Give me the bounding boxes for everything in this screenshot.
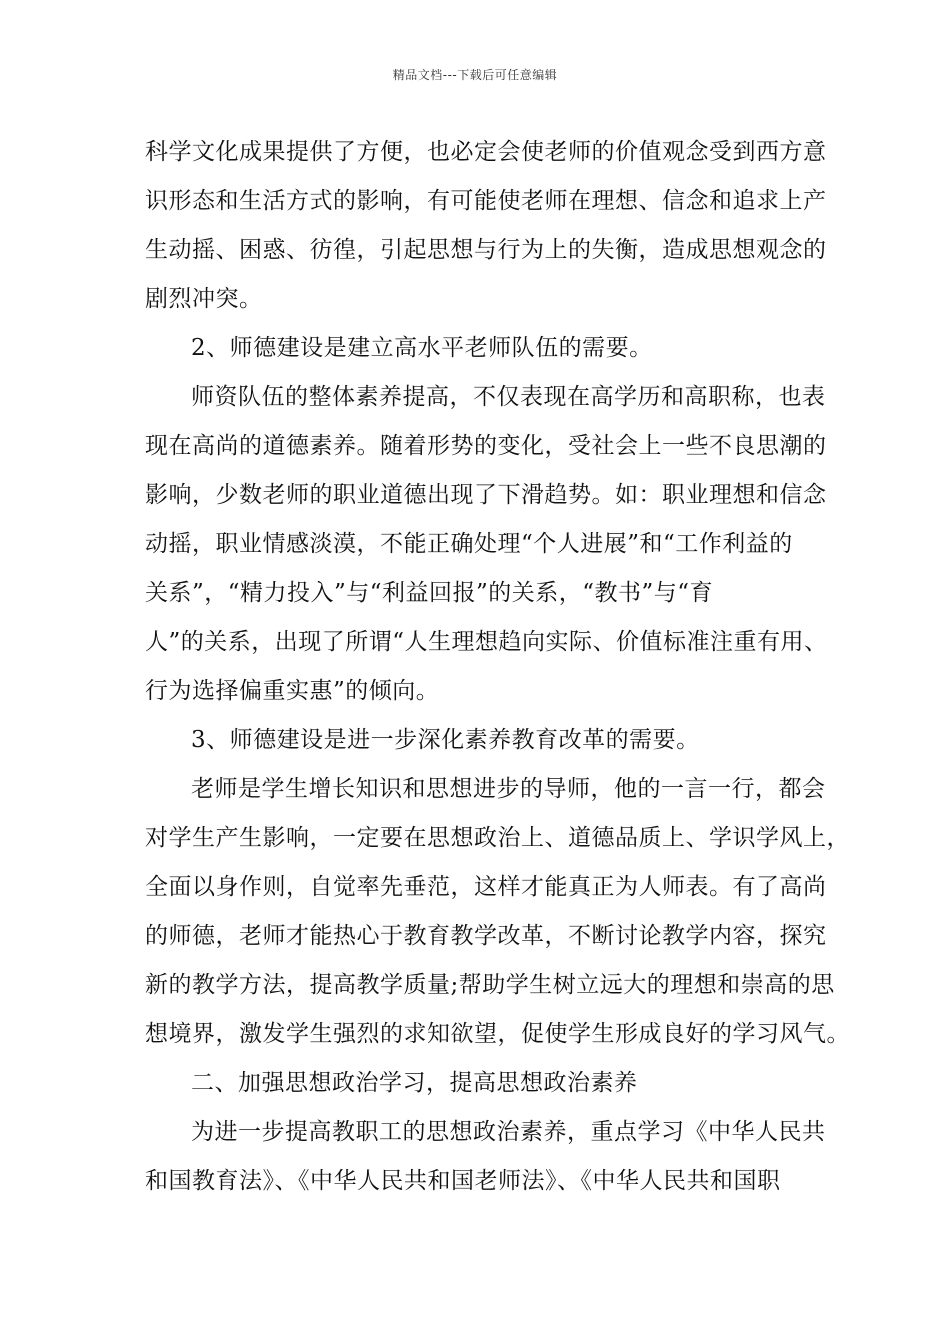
text-line: 识形态和生活方式的影响，有可能使老师在理想、信念和追求上产: [145, 188, 827, 214]
text-line: 影响，少数老师的职业道德出现了下滑趋势。如：职业理想和信念: [145, 482, 827, 508]
text-line: 新的教学方法，提高教学质量;帮助学生树立远大的理想和崇高的思: [145, 972, 835, 998]
text-line: 为进一步提高教职工的思想政治素养，重点学习《中华人民共: [191, 1119, 826, 1145]
text-line: 二、加强思想政治学习，提高思想政治素养: [191, 1070, 638, 1096]
text-line: 和国教育法》、《中华人民共和国老师法》、《中华人民共和国职: [145, 1168, 781, 1194]
text-line: 3、师德建设是进一步深化素养教育改革的需要。: [191, 727, 700, 753]
text-line: 生动摇、困惑、彷徨，引起思想与行为上的失衡，造成思想观念的: [145, 237, 827, 263]
text-line: 关系”，“精力投入”与“利益回报”的关系，“教书”与“育: [145, 580, 714, 606]
text-line: 科学文化成果提供了方便，也必定会使老师的价值观念受到西方意: [145, 139, 827, 165]
text-line: 动摇，职业情感淡漠，不能正确处理“个人进展”和“工作利益的: [145, 531, 793, 557]
text-line: 剧烈冲突。: [145, 286, 263, 312]
text-line: 行为选择偏重实惠”的倾向。: [145, 678, 440, 704]
text-line: 全面以身作则，自觉率先垂范，这样才能真正为人师表。有了高尚: [145, 874, 827, 900]
page-header: 精品文档---下载后可任意编辑: [392, 68, 558, 82]
text-line: 的师德，老师才能热心于教育教学改革，不断讨论教学内容，探究: [145, 923, 827, 949]
text-line: 人”的关系，出现了所谓“人生理想趋向实际、价值标准注重有用、: [145, 629, 828, 655]
text-line: 2、师德建设是建立高水平老师队伍的需要。: [191, 335, 653, 361]
text-line: 对学生产生影响，一定要在思想政治上、道德品质上、学识学风上，: [145, 825, 850, 851]
text-line: 想境界，激发学生强烈的求知欲望，促使学生形成良好的学习风气。: [145, 1021, 850, 1047]
text-line: 老师是学生增长知识和思想进步的导师，他的一言一行，都会: [191, 776, 826, 802]
body-text: [145, 132, 850, 1210]
text-line: 现在高尚的道德素养。随着形势的变化，受社会上一些不良思潮的: [145, 433, 827, 459]
text-line: 师资队伍的整体素养提高，不仅表现在高学历和高职称，也表: [191, 384, 826, 410]
